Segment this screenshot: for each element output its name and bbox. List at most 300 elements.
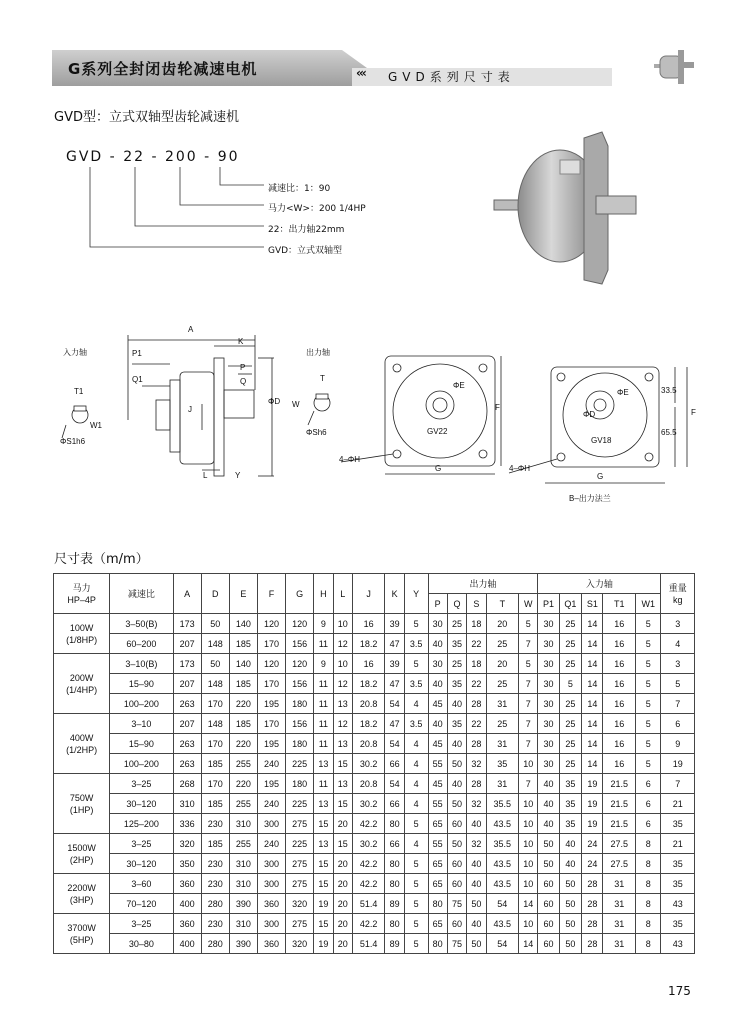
table-cell: 14 <box>582 714 603 734</box>
header-out-col: S <box>467 594 486 614</box>
table-cell: 148 <box>201 634 229 654</box>
table-cell: 10 <box>519 854 538 874</box>
table-cell: 25 <box>559 694 582 714</box>
table-cell: 60 <box>538 934 559 954</box>
model-power: 200 <box>164 149 198 165</box>
table-cell: 40 <box>467 874 486 894</box>
table-cell: 230 <box>201 814 229 834</box>
table-cell: 66 <box>385 794 404 814</box>
table-cell: 7 <box>661 694 695 714</box>
table-cell: 50 <box>559 874 582 894</box>
dim-655: 65.5 <box>661 428 677 437</box>
table-cell: 60 <box>538 874 559 894</box>
table-cell: 25 <box>447 654 466 674</box>
table-cell: 170 <box>201 774 229 794</box>
table-cell: 31 <box>486 774 519 794</box>
table-cell: 300 <box>257 914 285 934</box>
table-cell: 14 <box>582 674 603 694</box>
table-cell: 28 <box>582 934 603 954</box>
table-cell: 14 <box>519 894 538 914</box>
table-cell: 80 <box>428 934 447 954</box>
table-cell: 80 <box>428 894 447 914</box>
table-cell: 7 <box>519 694 538 714</box>
output-shaft-label: 出力轴 <box>306 348 330 357</box>
table-cell: 25 <box>559 634 582 654</box>
table-cell: 3 <box>661 614 695 634</box>
table-cell: 16 <box>352 614 385 634</box>
table-cell: 19 <box>582 794 603 814</box>
table-cell: 16 <box>603 714 636 734</box>
table-cell: 5 <box>559 674 582 694</box>
table-cell: 60 <box>538 914 559 934</box>
table-cell: 13 <box>333 734 352 754</box>
table-cell: 50 <box>447 794 466 814</box>
table-cell: 55 <box>428 754 447 774</box>
table-cell: 35 <box>559 774 582 794</box>
table-cell: 19 <box>314 934 333 954</box>
dim-s1: ΦS1h6 <box>60 437 86 446</box>
table-cell: 9 <box>661 734 695 754</box>
table-cell: 40 <box>538 774 559 794</box>
table-cell: 35 <box>447 634 466 654</box>
table-cell: 3 <box>661 654 695 674</box>
dim-e: ΦE <box>453 381 465 390</box>
header-col: D <box>201 574 229 614</box>
dim-e-b: ΦE <box>617 388 629 397</box>
gv22-label: GV22 <box>427 427 448 436</box>
table-cell: 11 <box>314 674 333 694</box>
table-cell: 300 <box>257 854 285 874</box>
table-cell: 185 <box>201 794 229 814</box>
table-cell: 30 <box>538 614 559 634</box>
table-cell: 140 <box>229 654 257 674</box>
table-cell: 16 <box>352 654 385 674</box>
table-cell: 30 <box>538 754 559 774</box>
table-cell: 3–25 <box>110 834 173 854</box>
table-cell: 320 <box>286 894 314 914</box>
table-cell: 310 <box>173 794 201 814</box>
table-cell: 10 <box>519 834 538 854</box>
table-cell: 16 <box>603 694 636 714</box>
table-cell: 5 <box>404 874 428 894</box>
table-cell: 5 <box>635 734 660 754</box>
table-cell: 35 <box>447 674 466 694</box>
table-cell: 220 <box>229 734 257 754</box>
table-cell: 40 <box>428 674 447 694</box>
table-row <box>54 654 695 674</box>
table-cell: 100–200 <box>110 754 173 774</box>
table-cell: 15–90 <box>110 734 173 754</box>
table-cell: 310 <box>229 814 257 834</box>
table-cell: 21.5 <box>603 814 636 834</box>
dim-w1: W1 <box>90 421 102 430</box>
table-cell: 13 <box>314 834 333 854</box>
table-cell: 5 <box>404 814 428 834</box>
header-subtitle: GVD系列尺寸表 <box>388 70 515 84</box>
table-cell: 20 <box>486 654 519 674</box>
table-row <box>54 934 695 954</box>
header-in-col: P1 <box>538 594 559 614</box>
table-cell: 255 <box>229 754 257 774</box>
table-cell: 4 <box>661 634 695 654</box>
table-cell: 35 <box>559 814 582 834</box>
page-number: 175 <box>668 984 691 998</box>
dim-w: W <box>292 400 300 409</box>
table-cell: 10 <box>333 614 352 634</box>
header-hp: 马力 HP–4P <box>54 574 110 614</box>
table-cell: 8 <box>635 894 660 914</box>
table-cell: 60 <box>447 854 466 874</box>
table-cell: 40 <box>538 814 559 834</box>
table-cell: 3.5 <box>404 634 428 654</box>
model-sep: - <box>151 149 159 165</box>
table-cell: 6 <box>635 794 660 814</box>
model-code <box>66 149 240 165</box>
table-cell: 350 <box>173 854 201 874</box>
model-sep: - <box>204 149 212 165</box>
dim-j: J <box>188 405 192 414</box>
table-cell: 14 <box>582 754 603 774</box>
table-title: 尺寸表（m/m） <box>54 552 149 567</box>
table-cell: 185 <box>229 634 257 654</box>
table-cell: 120 <box>286 654 314 674</box>
table-cell: 65 <box>428 814 447 834</box>
table-cell: 24 <box>582 854 603 874</box>
table-cell: 35 <box>447 714 466 734</box>
table-cell: 40 <box>467 814 486 834</box>
table-cell: 156 <box>286 634 314 654</box>
table-cell: 21.5 <box>603 774 636 794</box>
table-cell: 263 <box>173 734 201 754</box>
table-cell: 27.5 <box>603 834 636 854</box>
table-cell: 30–80 <box>110 934 173 954</box>
header-col: Y <box>404 574 428 614</box>
table-cell: 15 <box>314 854 333 874</box>
table-cell: 5 <box>404 894 428 914</box>
table-cell: 14 <box>582 634 603 654</box>
table-cell: 18.2 <box>352 714 385 734</box>
table-cell: 42.2 <box>352 914 385 934</box>
table-cell: 50 <box>467 934 486 954</box>
table-cell: 13 <box>314 754 333 774</box>
table-cell: 195 <box>257 774 285 794</box>
table-cell: 390 <box>229 894 257 914</box>
table-cell: 11 <box>314 714 333 734</box>
table-cell: 43.5 <box>486 814 519 834</box>
table-cell: 5 <box>404 934 428 954</box>
dim-l: L <box>203 471 208 480</box>
table-cell: 25 <box>447 614 466 634</box>
table-cell: 50 <box>538 834 559 854</box>
table-cell: 280 <box>201 894 229 914</box>
table-cell: 11 <box>314 734 333 754</box>
table-cell: 80 <box>385 814 404 834</box>
table-cell: 7 <box>519 634 538 654</box>
table-cell: 15 <box>333 834 352 854</box>
table-cell: 20 <box>333 914 352 934</box>
table-cell: 32 <box>467 754 486 774</box>
table-cell: 54 <box>385 774 404 794</box>
table-cell: 15 <box>314 874 333 894</box>
table-cell: 43 <box>661 934 695 954</box>
flange-b-label: B–出力法兰 <box>569 494 611 503</box>
table-cell: 60 <box>447 914 466 934</box>
table-cell: 170 <box>257 674 285 694</box>
hp-cell: 200W (1/4HP) <box>54 654 110 714</box>
table-cell: 220 <box>229 694 257 714</box>
table-cell: 51.4 <box>352 934 385 954</box>
table-cell: 4 <box>404 834 428 854</box>
hp-cell: 2200W (3HP) <box>54 874 110 914</box>
table-cell: 55 <box>428 794 447 814</box>
table-cell: 156 <box>286 714 314 734</box>
table-row <box>54 894 695 914</box>
table-cell: 9 <box>314 614 333 634</box>
table-cell: 19 <box>582 814 603 834</box>
table-cell: 120 <box>257 654 285 674</box>
dim-q: Q <box>240 377 247 386</box>
table-cell: 5 <box>635 654 660 674</box>
table-cell: 5 <box>404 654 428 674</box>
header-col: H <box>314 574 333 614</box>
table-cell: 207 <box>173 714 201 734</box>
table-cell: 263 <box>173 754 201 774</box>
table-row <box>54 854 695 874</box>
table-cell: 43.5 <box>486 914 519 934</box>
table-cell: 25 <box>486 674 519 694</box>
table-cell: 30–120 <box>110 794 173 814</box>
table-cell: 3–10 <box>110 714 173 734</box>
table-cell: 4 <box>404 734 428 754</box>
table-cell: 225 <box>286 754 314 774</box>
table-cell: 89 <box>385 934 404 954</box>
hp-cell: 400W (1/2HP) <box>54 714 110 774</box>
table-cell: 42.2 <box>352 814 385 834</box>
table-cell: 16 <box>603 674 636 694</box>
table-cell: 300 <box>257 874 285 894</box>
legend-power: 马力<W>：200 1/4HP <box>268 204 366 214</box>
dimension-table <box>53 573 695 954</box>
table-row <box>54 794 695 814</box>
table-cell: 148 <box>201 714 229 734</box>
table-cell: 3–25 <box>110 774 173 794</box>
table-cell: 40 <box>428 714 447 734</box>
table-cell: 207 <box>173 634 201 654</box>
table-cell: 80 <box>385 874 404 894</box>
dim-h: 4–ΦH <box>339 455 361 464</box>
table-cell: 3–50(B) <box>110 614 173 634</box>
table-cell: 20.8 <box>352 694 385 714</box>
table-cell: 39 <box>385 654 404 674</box>
table-cell: 27.5 <box>603 854 636 874</box>
table-cell: 70–120 <box>110 894 173 914</box>
header-out-col: W <box>519 594 538 614</box>
table-cell: 30 <box>428 614 447 634</box>
table-cell: 225 <box>286 794 314 814</box>
table-cell: 20.8 <box>352 734 385 754</box>
table-cell: 65 <box>428 854 447 874</box>
table-cell: 20 <box>333 894 352 914</box>
table-cell: 20 <box>486 614 519 634</box>
header-out-col: Q <box>447 594 466 614</box>
table-cell: 170 <box>257 634 285 654</box>
table-cell: 170 <box>201 734 229 754</box>
table-cell: 22 <box>467 634 486 654</box>
table-cell: 47 <box>385 714 404 734</box>
table-row <box>54 754 695 774</box>
table-cell: 240 <box>257 794 285 814</box>
table-cell: 16 <box>603 634 636 654</box>
table-cell: 50 <box>559 934 582 954</box>
dim-s: ΦSh6 <box>306 428 327 437</box>
table-cell: 31 <box>486 694 519 714</box>
table-cell: 180 <box>286 774 314 794</box>
table-cell: 13 <box>333 774 352 794</box>
table-cell: 12 <box>333 714 352 734</box>
table-cell: 280 <box>201 934 229 954</box>
table-cell: 45 <box>428 694 447 714</box>
table-cell: 31 <box>603 874 636 894</box>
table-cell: 5 <box>635 714 660 734</box>
table-cell: 173 <box>173 654 201 674</box>
table-cell: 54 <box>486 934 519 954</box>
table-cell: 4 <box>404 694 428 714</box>
table-cell: 30.2 <box>352 794 385 814</box>
header-title: G系列全封闭齿轮减速电机 <box>68 60 258 78</box>
table-cell: 6 <box>661 714 695 734</box>
header-ratio: 减速比 <box>110 574 173 614</box>
table-cell: 220 <box>229 774 257 794</box>
table-row <box>54 674 695 694</box>
table-cell: 310 <box>229 914 257 934</box>
table-cell: 336 <box>173 814 201 834</box>
table-cell: 40 <box>447 774 466 794</box>
table-cell: 9 <box>314 654 333 674</box>
table-cell: 140 <box>229 614 257 634</box>
table-cell: 43.5 <box>486 874 519 894</box>
table-cell: 5 <box>519 614 538 634</box>
header-out-col: P <box>428 594 447 614</box>
table-cell: 28 <box>582 894 603 914</box>
table-cell: 21 <box>661 834 695 854</box>
table-cell: 7 <box>519 734 538 754</box>
table-cell: 310 <box>229 854 257 874</box>
table-cell: 10 <box>333 654 352 674</box>
model-ratio: 90 <box>217 149 240 165</box>
table-cell: 14 <box>519 934 538 954</box>
table-cell: 25 <box>559 614 582 634</box>
header-in-col: T1 <box>603 594 636 614</box>
table-cell: 16 <box>603 754 636 774</box>
table-cell: 80 <box>385 914 404 934</box>
table-cell: 12 <box>333 674 352 694</box>
table-cell: 275 <box>286 874 314 894</box>
header-weight: 重量 kg <box>661 574 695 614</box>
table-cell: 8 <box>635 874 660 894</box>
table-cell: 148 <box>201 674 229 694</box>
table-cell: 22 <box>467 674 486 694</box>
table-cell: 7 <box>661 774 695 794</box>
table-cell: 6 <box>635 774 660 794</box>
hp-cell: 3700W (5HP) <box>54 914 110 954</box>
table-cell: 31 <box>603 934 636 954</box>
table-cell: 14 <box>582 734 603 754</box>
table-cell: 47 <box>385 634 404 654</box>
legend-series: GVD：立式双轴型 <box>268 246 343 256</box>
table-cell: 50 <box>201 614 229 634</box>
hp-cell: 750W (1HP) <box>54 774 110 834</box>
table-cell: 185 <box>229 674 257 694</box>
dim-k: K <box>238 337 244 346</box>
table-row <box>54 874 695 894</box>
dim-335: 33.5 <box>661 386 677 395</box>
motor-thumbnail-icon <box>652 48 698 88</box>
table-cell: 45 <box>428 734 447 754</box>
table-cell: 60 <box>447 814 466 834</box>
table-cell: 20 <box>333 854 352 874</box>
header-output-shaft: 出力轴 <box>428 574 538 594</box>
table-cell: 24 <box>582 834 603 854</box>
table-cell: 400 <box>173 934 201 954</box>
table-cell: 230 <box>201 914 229 934</box>
header-col: E <box>229 574 257 614</box>
header-col: L <box>333 574 352 614</box>
table-cell: 15 <box>333 754 352 774</box>
gear-reducer-photo <box>490 130 640 290</box>
front-view-gv18 <box>505 355 705 510</box>
table-cell: 5 <box>635 694 660 714</box>
header-in-col: Q1 <box>559 594 582 614</box>
table-cell: 65 <box>428 914 447 934</box>
table-cell: 16 <box>603 654 636 674</box>
table-cell: 8 <box>635 934 660 954</box>
table-cell: 5 <box>404 914 428 934</box>
table-cell: 15 <box>314 914 333 934</box>
gv18-label: GV18 <box>591 436 612 445</box>
table-cell: 43 <box>661 894 695 914</box>
model-sep: - <box>109 149 117 165</box>
table-cell: 39 <box>385 614 404 634</box>
table-cell: 28 <box>467 734 486 754</box>
table-cell: 42.2 <box>352 874 385 894</box>
table-cell: 25 <box>559 714 582 734</box>
table-cell: 3–60 <box>110 874 173 894</box>
table-cell: 5 <box>404 854 428 874</box>
table-cell: 10 <box>519 754 538 774</box>
table-cell: 19 <box>661 754 695 774</box>
table-cell: 5 <box>635 674 660 694</box>
table-cell: 240 <box>257 834 285 854</box>
table-cell: 31 <box>603 894 636 914</box>
product-type-title: GVD型：立式双轴型齿轮减速机 <box>54 110 239 125</box>
header-col: K <box>385 574 404 614</box>
table-cell: 268 <box>173 774 201 794</box>
table-cell: 25 <box>486 714 519 734</box>
table-cell: 66 <box>385 754 404 774</box>
table-cell: 4 <box>404 774 428 794</box>
table-cell: 30–120 <box>110 854 173 874</box>
table-cell: 13 <box>333 694 352 714</box>
model-shaft: 22 <box>123 149 146 165</box>
table-cell: 5 <box>635 614 660 634</box>
table-cell: 40 <box>559 834 582 854</box>
table-cell: 16 <box>603 614 636 634</box>
table-cell: 180 <box>286 694 314 714</box>
header-col: F <box>257 574 285 614</box>
table-cell: 3–10(B) <box>110 654 173 674</box>
table-cell: 31 <box>603 914 636 934</box>
dim-g: G <box>435 464 442 473</box>
